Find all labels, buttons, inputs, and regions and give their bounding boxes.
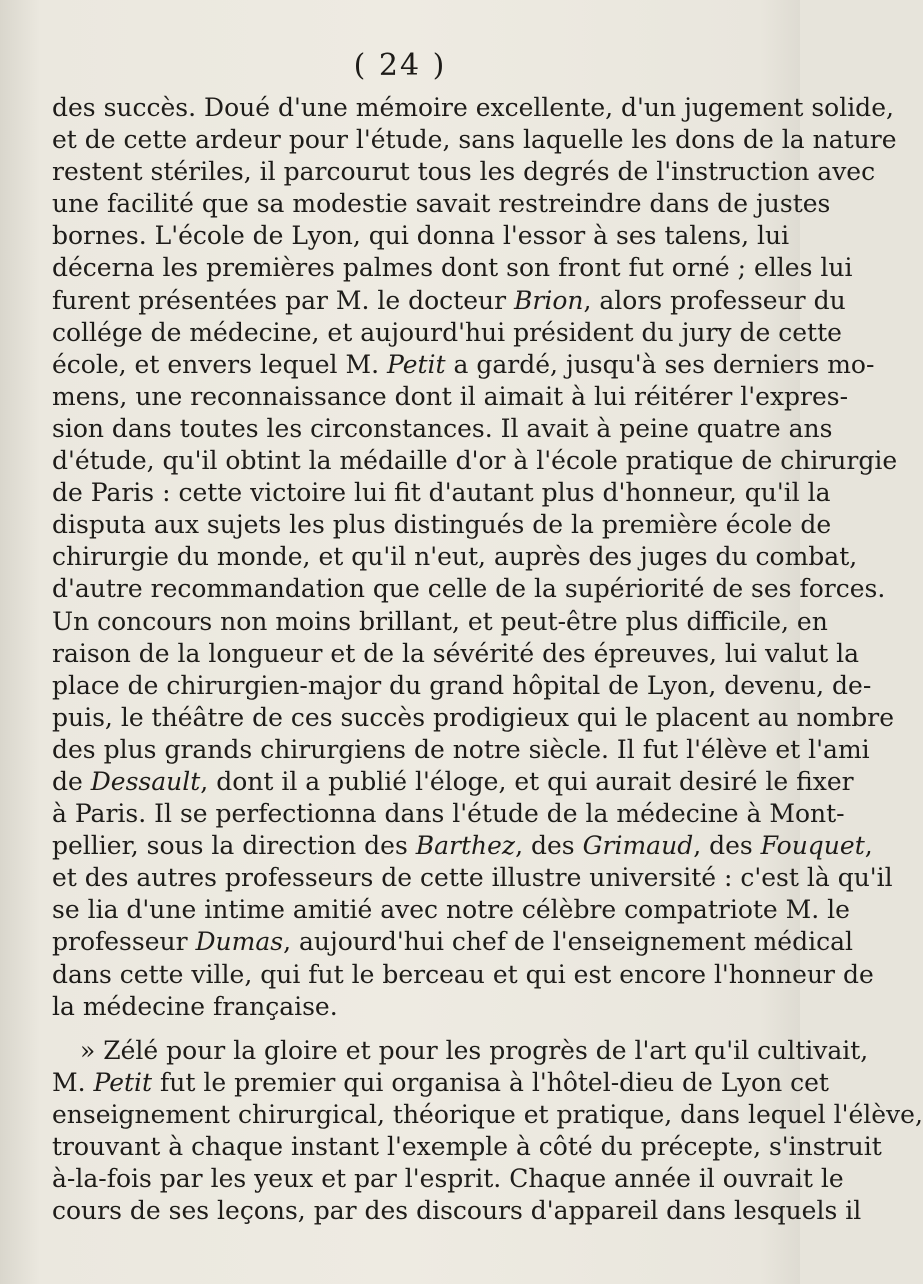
text-line: M. Petit fut le premier qui organisa à l'hôtel-dieu de Lyon cet xyxy=(52,1067,829,1097)
text-line: école, et envers lequel M. Petit a gardé, jusqu'à ses derniers mo- xyxy=(52,349,875,379)
body-text xyxy=(52,92,923,1227)
text-line: mens, une reconnaissance dont il aimait à lui réitérer l'expres- xyxy=(52,381,849,411)
paragraph-gap xyxy=(52,1023,740,1035)
paragraph-2 xyxy=(52,1035,923,1228)
text-line: et des autres professeurs de cette illustre université : c'est là qu'il xyxy=(52,863,893,893)
text-line: disputa aux sujets les plus distingués de la première école de xyxy=(52,510,832,540)
text-line: de Dessault, dont il a publié l'éloge, et qui aurait desiré le fixer xyxy=(52,766,854,796)
text-line: professeur Dumas, aujourd'hui chef de l'enseignement médical xyxy=(52,927,854,957)
text-line: puis, le théâtre de ces succès prodigieux qui le placent au nombre xyxy=(52,702,895,732)
text-line: place de chirurgien-major du grand hôpital de Lyon, devenu, de- xyxy=(52,670,872,700)
text-line: des plus grands chirurgiens de notre siècle. Il fut l'élève et l'ami xyxy=(52,734,870,764)
text-line: chirurgie du monde, et qu'il n'eut, auprès des juges du combat, xyxy=(52,542,858,572)
text-line: enseignement chirurgical, théorique et pratique, dans lequel l'élève, xyxy=(52,1099,923,1129)
text-line: bornes. L'école de Lyon, qui donna l'essor à ses talens, lui xyxy=(52,221,790,251)
text-line: et de cette ardeur pour l'étude, sans laquelle les dons de la nature xyxy=(52,125,897,155)
text-line: à-la-fois par les yeux et par l'esprit. Chaque année il ouvrait le xyxy=(52,1164,844,1194)
text-line: dans cette ville, qui fut le berceau et qui est encore l'honneur de xyxy=(52,959,874,989)
text-line: de Paris : cette victoire lui fit d'autant plus d'honneur, qu'il la xyxy=(52,478,831,508)
text-line: sion dans toutes les circonstances. Il avait à peine quatre ans xyxy=(52,413,833,443)
text-line: furent présentées par M. le docteur Brion, alors professeur du xyxy=(52,285,846,315)
text-line: à Paris. Il se perfectionna dans l'étude de la médecine à Mont- xyxy=(52,799,845,829)
text-line: » Zélé pour la gloire et pour les progrès de l'art qu'il cultivait, xyxy=(80,1035,869,1065)
text-line: raison de la longueur et de la sévérité des épreuves, lui valut la xyxy=(52,638,859,668)
text-line: décerna les premières palmes dont son front fut orné ; elles lui xyxy=(52,253,853,283)
text-line: d'autre recommandation que celle de la supériorité de ses forces. xyxy=(52,574,886,604)
text-line: d'étude, qu'il obtint la médaille d'or à l'école pratique de chirurgie xyxy=(52,446,898,476)
text-line: collége de médecine, et aujourd'hui président du jury de cette xyxy=(52,317,842,347)
text-line: Un concours non moins brillant, et peut-être plus difficile, en xyxy=(52,606,828,636)
text-line: des succès. Doué d'une mémoire excellente, d'un jugement solide, xyxy=(52,93,894,122)
text-line: cours de ses leçons, par des discours d'appareil dans lesquels il xyxy=(52,1196,862,1226)
page-number: ( 24 ) xyxy=(353,48,447,83)
paragraph-1 xyxy=(52,92,898,1023)
text-line: pellier, sous la direction des Barthez, des Grimaud, des Fouquet, xyxy=(52,831,873,861)
text-line: la médecine française. xyxy=(52,991,338,1021)
text-line: une facilité que sa modestie savait restreindre dans de justes xyxy=(52,189,831,219)
text-line: se lia d'une intime amitié avec notre célèbre compatriote M. le xyxy=(52,895,850,925)
text-line: restent stériles, il parcourut tous les degrés de l'instruction avec xyxy=(52,157,876,187)
text-line: trouvant à chaque instant l'exemple à côté du précepte, s'instruit xyxy=(52,1132,882,1161)
